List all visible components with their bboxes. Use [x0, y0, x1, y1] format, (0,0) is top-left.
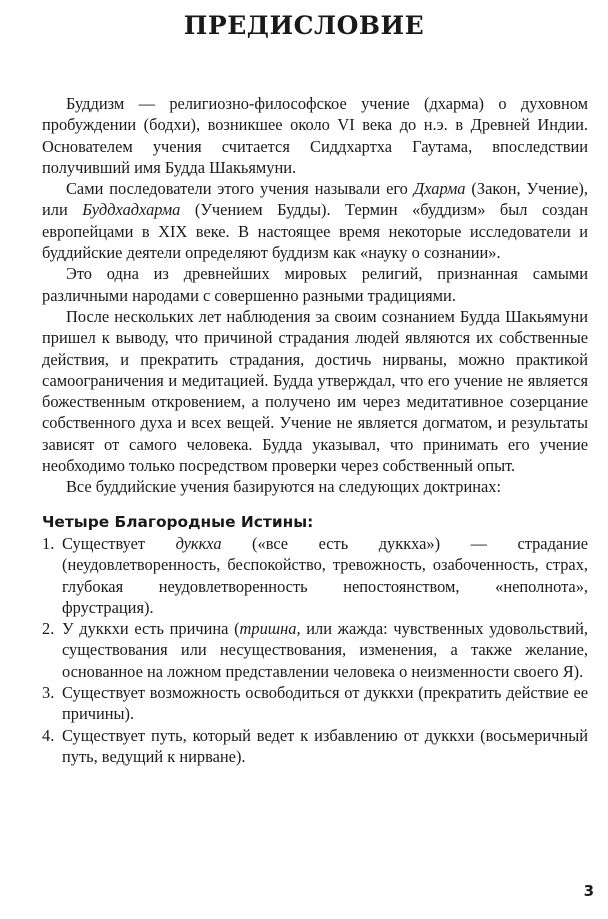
text-run: Все буддийские учения базируются на следующих доктринах:: [66, 477, 502, 497]
list-item-number: 4.: [42, 725, 55, 745]
list-item-text: [62, 533, 588, 618]
text-run: Сами последователи этого учения называли его: [66, 179, 414, 199]
text-run: или жажда: чувственных удовольствий, существования или несуществования, изменения, а также желание, основанное на ложном представлении человека о неизменности своего Я).: [62, 619, 589, 681]
italic-term: Дхарма: [413, 179, 466, 199]
page-number: 3: [583, 882, 594, 900]
text-run: («все есть дуккха») — страдание (неудовлетворенность, беспокойство, тревожность, озабоченность, страх, глубокая неудовлетворенность непостоянством, «неполнота», фрустрация).: [62, 533, 589, 617]
italic-term: дуккха: [175, 533, 222, 553]
text-run: (Закон, Учение), или: [42, 179, 588, 220]
list-item: [42, 725, 588, 768]
text-run: (Учением Будды). Термин «буддизм» был создан европейцами в XIX веке. В настоящее время некоторые исследователи и буддийские деятели определяют буддизм как «науку о сознании».: [42, 200, 588, 263]
italic-term: Буддхадхарма: [82, 200, 181, 220]
list-item-number: 3.: [42, 683, 55, 703]
text-run: Существует возможность освободиться от дуккхи (прекратить действие ее причины).: [62, 683, 588, 724]
page-content: [42, 93, 588, 767]
section-heading: Четыре Благородные Истины:: [42, 512, 314, 531]
text-run: Это одна из древнейших мировых религий, признанная самыми различными народами с совершенно разными традициями.: [42, 264, 588, 305]
text-run: Буддизм — религиозно-философское учение (дхарма) о духовном пробуждении (бодхи), возникшее около VI века до н.э. в Древней Индии. Основателем учения считается Сиддхартха Гаутама, впоследствии получивший имя Будда Шакьямуни.: [42, 94, 588, 177]
list-item: [42, 682, 588, 725]
list-item-number: 1.: [42, 533, 55, 553]
paragraph: [42, 306, 588, 476]
text-run: У дуккхи есть причина (: [62, 619, 240, 639]
noble-truths-list: [42, 533, 588, 767]
italic-term: тришна,: [239, 619, 301, 639]
list-item-text: [62, 618, 588, 682]
paragraph: [42, 93, 588, 178]
page-title: ПРЕДИСЛОВИЕ: [183, 11, 425, 40]
text-run: Существует: [62, 533, 176, 553]
list-item-text: [62, 725, 588, 768]
paragraph: [42, 476, 588, 497]
list-item: [42, 533, 588, 618]
list-item: [42, 618, 588, 682]
paragraph: [42, 178, 588, 263]
list-item-number: 2.: [42, 619, 55, 639]
paragraph: [42, 263, 588, 306]
text-run: После нескольких лет наблюдения за своим сознанием Будда Шакьямуни пришел к выводу, что причиной страдания людей являются их собственные действия, и прекратить страдания, достичь нирваны, можно практикой самоограничения и медитацией. Будда утверждал, что его учение не является божественным откровением, а получено им через медитативное созерцание собственного духа и всех вещей. Учение не является догматом, и результаты зависят от самого человека. Будда указывал, что принимать его учение необходимо только посредством проверки через собственный опыт.: [42, 306, 588, 476]
list-item-text: [62, 682, 588, 725]
text-run: Существует путь, который ведет к избавлению от дуккхи (восьмеричный путь, ведущий к нирване).: [62, 725, 588, 766]
